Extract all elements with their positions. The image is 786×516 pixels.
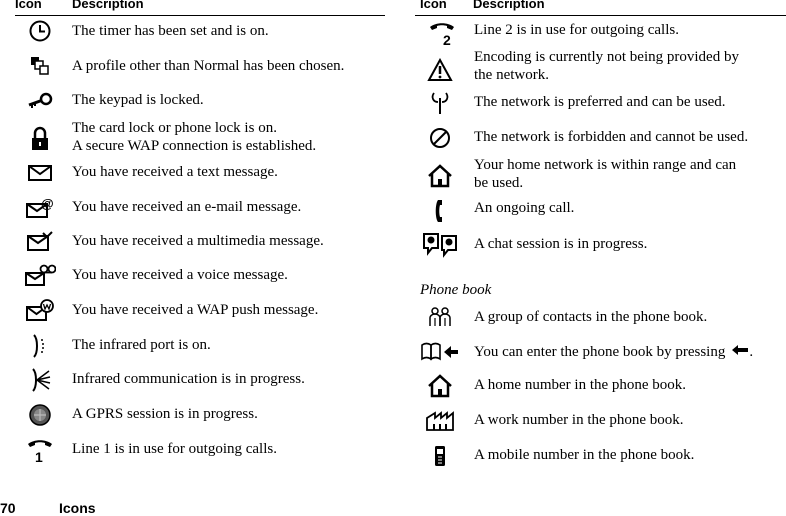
description-column-header: Description xyxy=(72,0,144,11)
infrared-on-icon xyxy=(15,333,65,359)
svg-text:@: @ xyxy=(41,196,54,211)
row-description: Infrared communication is in progress. xyxy=(72,371,305,387)
icon-column-header: Icon xyxy=(15,0,42,11)
row-description-line1: Encoding is currently not being provided by xyxy=(474,49,739,65)
ongoing-call-icon xyxy=(415,198,465,224)
wap-push-icon xyxy=(15,298,65,324)
row-description-suffix: . xyxy=(749,344,754,360)
description-column-header: Description xyxy=(473,0,545,11)
forbidden-network-icon xyxy=(415,125,465,151)
left-table-header xyxy=(15,0,385,16)
svg-text:2: 2 xyxy=(443,32,451,46)
icon-column-header: Icon xyxy=(420,0,447,11)
row-description: The timer has been set and is on. xyxy=(72,23,269,39)
row-description: The keypad is locked. xyxy=(72,92,204,108)
row-description: A chat session is in progress. xyxy=(474,236,648,252)
text-message-icon xyxy=(15,160,65,186)
home-network-icon xyxy=(415,163,465,189)
multimedia-message-icon xyxy=(15,229,65,255)
line1-icon xyxy=(15,437,65,463)
row-description: You have received an e-mail message. xyxy=(72,199,302,215)
work-number-icon xyxy=(415,408,465,434)
timer-icon xyxy=(15,18,65,44)
row-description: Line 1 is in use for outgoing calls. xyxy=(72,441,277,457)
row-description-line2: be used. xyxy=(474,175,524,191)
row-description: A GPRS session is in progress. xyxy=(72,406,258,422)
mobile-number-icon xyxy=(415,443,465,469)
row-description: You have received a voice message. xyxy=(72,267,288,283)
row-description-line1: The card lock or phone lock is on. xyxy=(72,120,277,136)
section-title: Phone book xyxy=(420,282,492,298)
footer-section-title: Icons xyxy=(59,500,96,516)
row-description: A work number in the phone book. xyxy=(474,412,684,428)
contact-group-icon xyxy=(415,304,465,330)
page-number: 70 xyxy=(0,500,16,516)
row-description: A mobile number in the phone book. xyxy=(474,447,695,463)
line2-icon xyxy=(417,20,467,46)
row-description-text: You can enter the phone book by pressing xyxy=(474,344,726,360)
row-description: You have received a text message. xyxy=(72,164,278,180)
right-table-header xyxy=(415,0,786,16)
back-arrow-key-icon xyxy=(731,343,749,362)
profile-icon xyxy=(15,53,65,79)
phonebook-enter-icon xyxy=(415,339,465,365)
row-description xyxy=(474,343,753,362)
padlock-icon xyxy=(15,126,65,152)
row-description: A group of contacts in the phone book. xyxy=(474,309,708,325)
row-description: An ongoing call. xyxy=(474,200,575,216)
warning-icon xyxy=(415,57,465,83)
row-description: A home number in the phone book. xyxy=(474,377,687,393)
preferred-network-icon xyxy=(415,90,465,116)
row-description-line2: the network. xyxy=(474,67,549,83)
infrared-active-icon xyxy=(15,367,65,393)
chat-session-icon xyxy=(415,232,465,258)
row-description-line2: A secure WAP connection is established. xyxy=(72,138,317,154)
row-description: Line 2 is in use for outgoing calls. xyxy=(474,22,679,38)
row-description: You have received a WAP push message. xyxy=(72,302,319,318)
row-description: You have received a multimedia message. xyxy=(72,233,324,249)
svg-text:1: 1 xyxy=(35,449,43,463)
row-description: The network is forbidden and cannot be used. xyxy=(474,129,749,145)
keypad-lock-icon xyxy=(15,88,65,114)
row-description: The infrared port is on. xyxy=(72,337,211,353)
row-description: The network is preferred and can be used. xyxy=(474,94,726,110)
row-description-line1: Your home network is within range and can xyxy=(474,157,737,173)
voice-message-icon xyxy=(15,263,65,289)
row-description: A profile other than Normal has been chosen. xyxy=(72,58,345,74)
gprs-icon xyxy=(15,402,65,428)
email-message-icon xyxy=(15,195,65,221)
home-number-icon xyxy=(415,373,465,399)
